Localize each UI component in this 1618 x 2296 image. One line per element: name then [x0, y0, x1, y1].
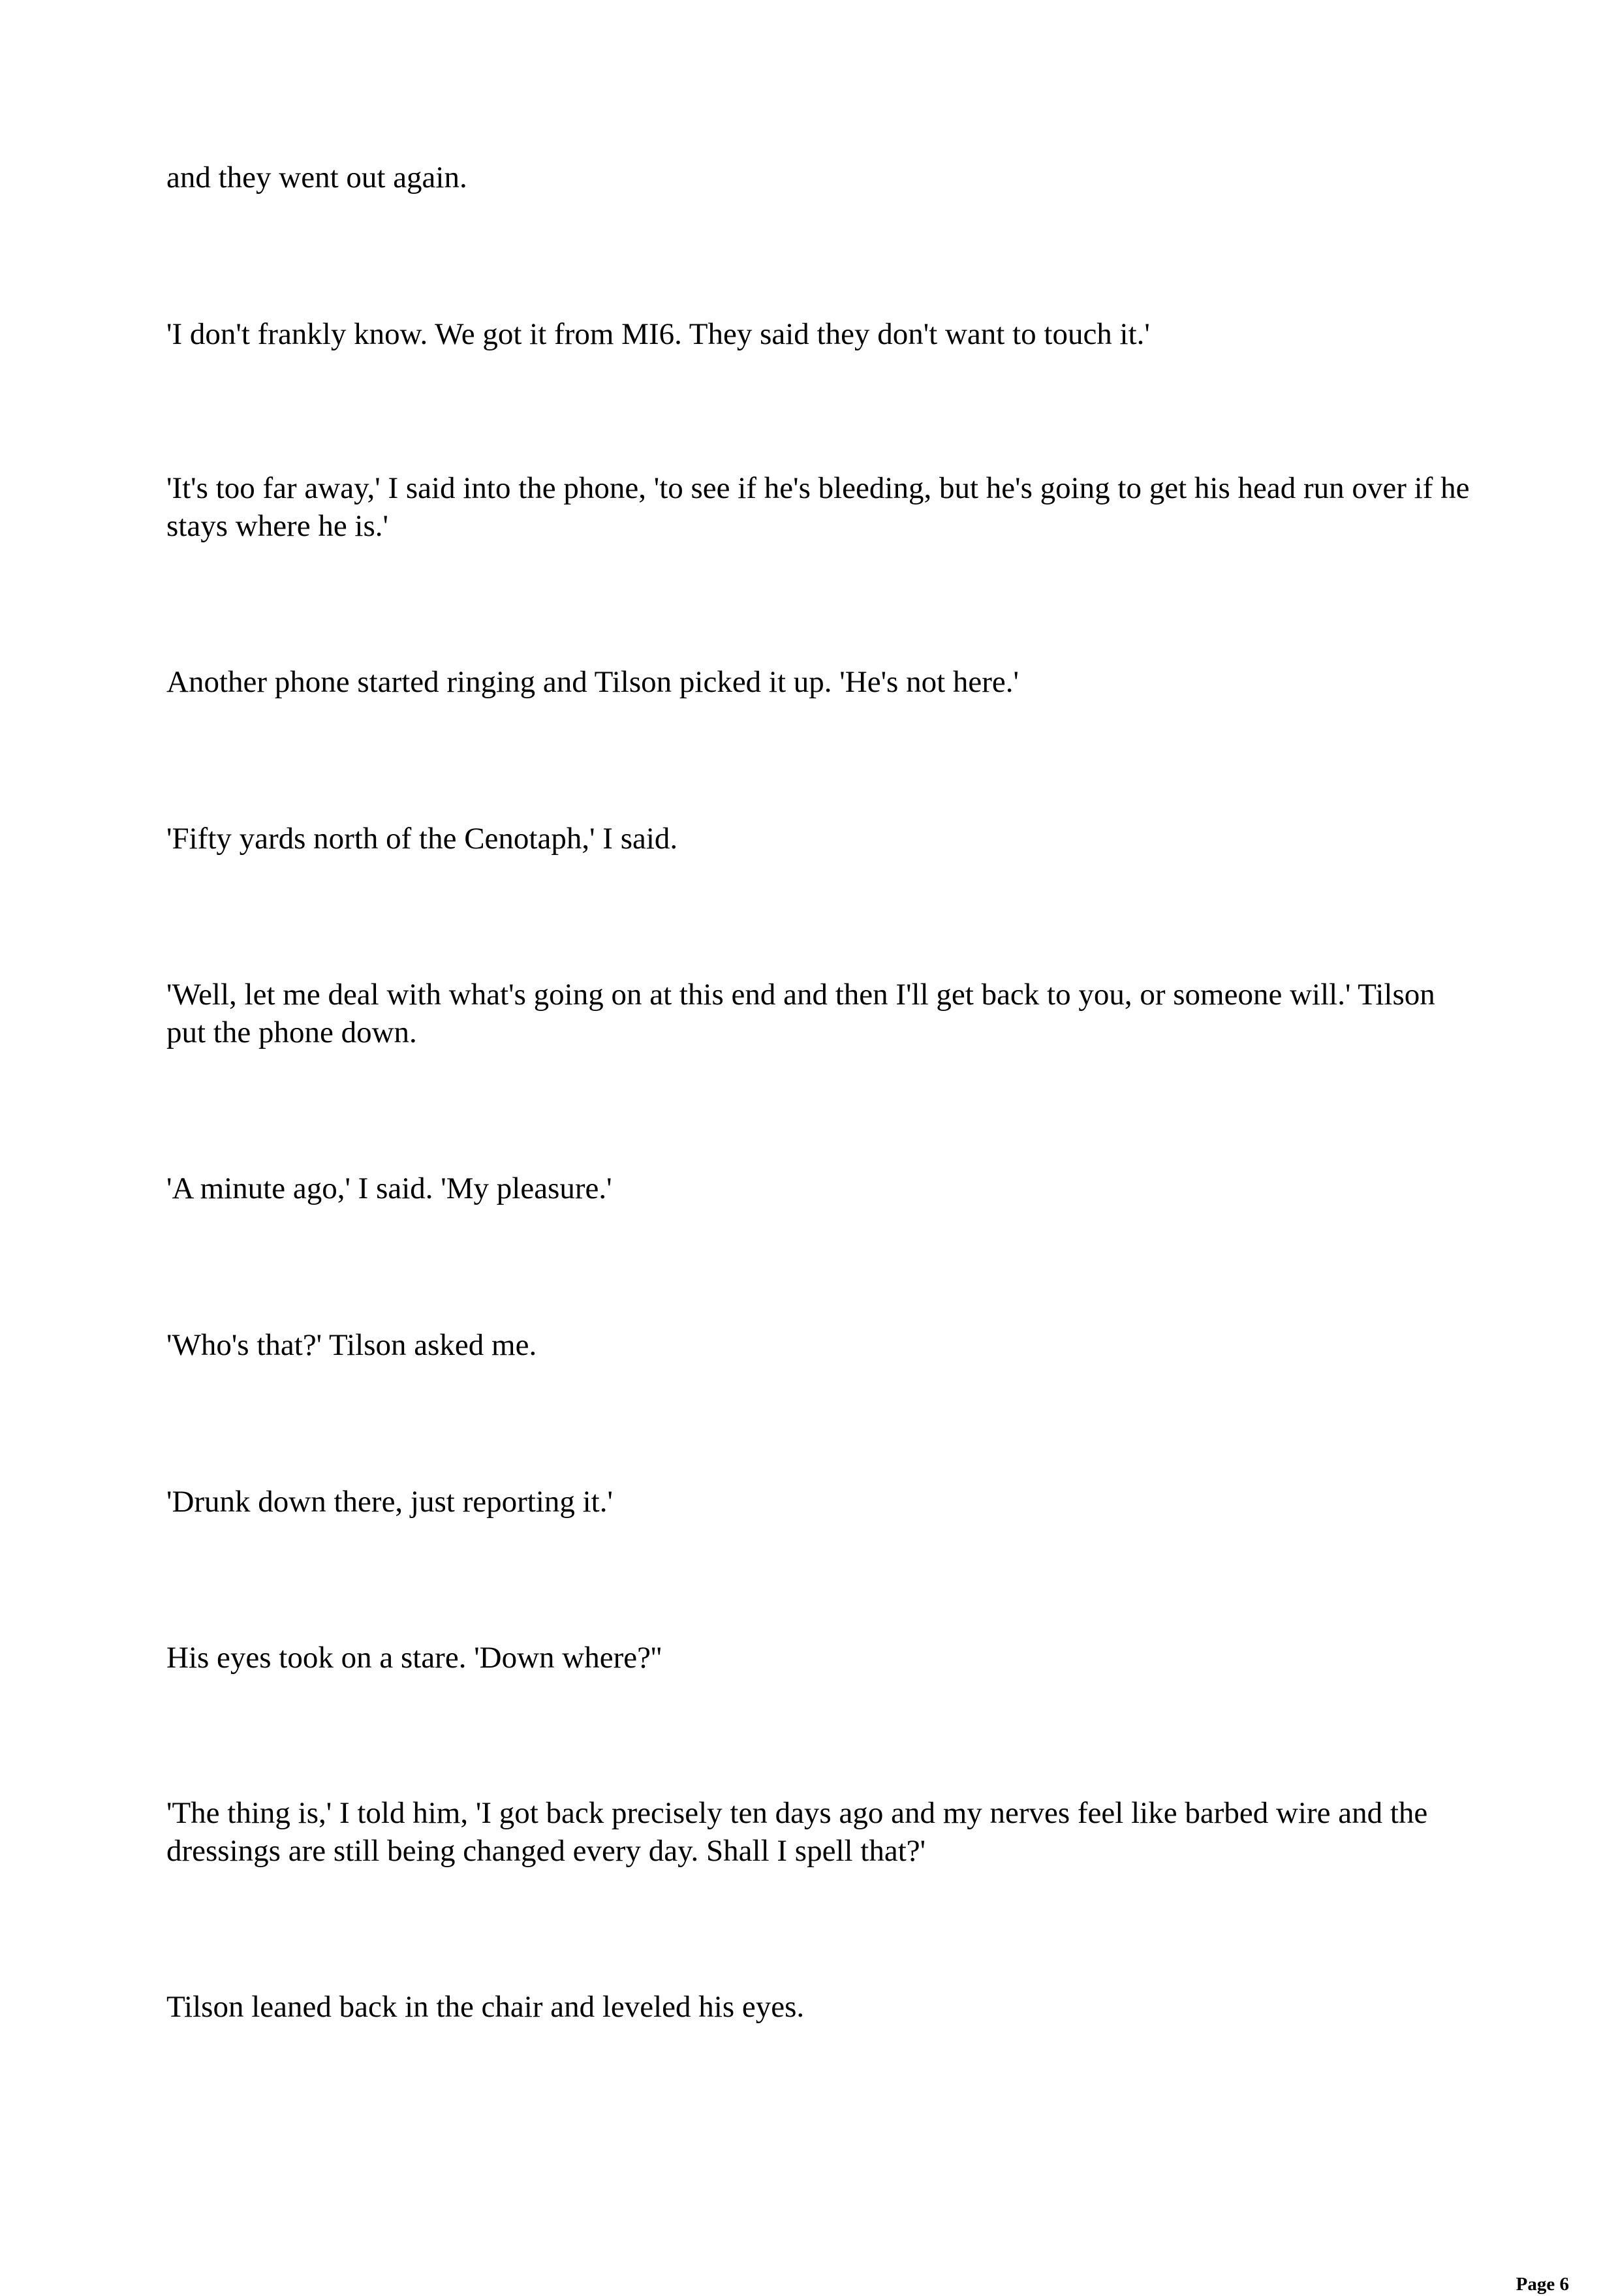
paragraph-10: His eyes took on a stare. 'Down where?'': [166, 1641, 662, 1675]
paragraph-9: 'Drunk down there, just reporting it.': [166, 1485, 613, 1519]
paragraph-4: Another phone started ringing and Tilson picked it up. 'He's not here.': [166, 665, 1019, 699]
paragraph-2: 'I don't frankly know. We got it from MI6. They said they don't want to touch it.': [166, 317, 1150, 351]
paragraph-3: 'It's too far away,' I said into the phone, 'to see if he's bleeding, but he's going to get his head run over if he stays where he is.': [166, 471, 1470, 543]
paragraph-8: 'Who's that?' Tilson asked me.: [166, 1328, 537, 1362]
paragraph-5: 'Fifty yards north of the Cenotaph,' I said.: [166, 822, 678, 856]
paragraph-11: 'The thing is,' I told him, 'I got back precisely ten days ago and my nerves feel like barbed wire and the dressings are still being changed every day. Shall I spell that?': [166, 1796, 1428, 1868]
paragraph-6: 'Well, let me deal with what's going on at this end and then I'll get back to you, or someone will.' Tilson put the phone down.: [166, 978, 1435, 1049]
paragraph-7: 'A minute ago,' I said. 'My pleasure.': [166, 1171, 612, 1205]
paragraph-12: Tilson leaned back in the chair and leveled his eyes.: [166, 1990, 805, 2024]
paragraph-1: and they went out again.: [166, 161, 467, 194]
page-number: Page 6: [1516, 2274, 1569, 2295]
